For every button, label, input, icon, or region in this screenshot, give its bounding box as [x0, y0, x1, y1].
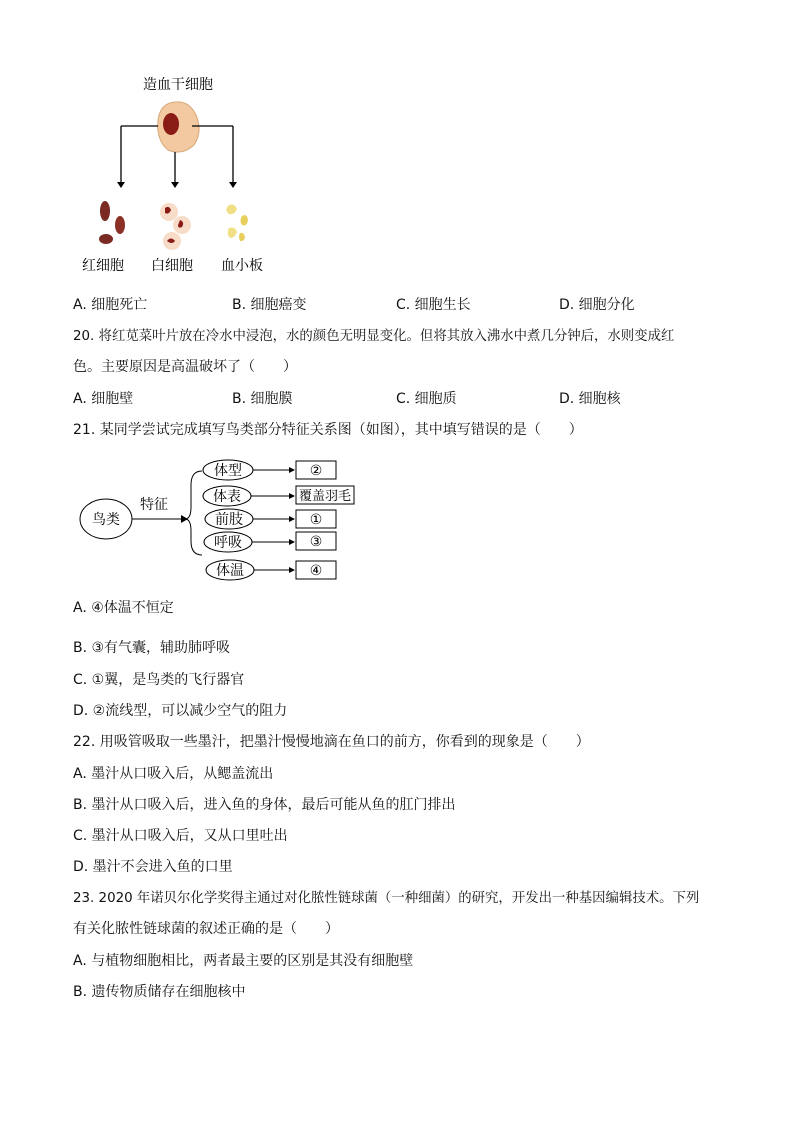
q22-option-a: A. 墨汁从口吸入后，从鳃盖流出: [73, 766, 274, 782]
edge-label: 特征: [140, 497, 168, 513]
white-cell-label: 白细胞: [151, 258, 193, 274]
svg-text:①: ①: [309, 512, 323, 528]
q21-option-b: B. ③有气囊，辅助肺呼吸: [73, 640, 231, 656]
arrow-platelet: [229, 182, 237, 188]
q21-stem: 21. 某同学尝试完成填写鸟类部分特征关系图（如图），其中填写错误的是（ ）: [73, 422, 583, 438]
q22-option-c: C. 墨汁从口吸入后，又从口里吐出: [73, 828, 288, 844]
q22-option-d: D. 墨汁不会进入鱼的口里: [73, 859, 233, 875]
platelet-label: 血小板: [221, 258, 263, 274]
q19-option-c: C. 细胞生长: [396, 297, 471, 313]
stem-cell-figure: [70, 70, 290, 280]
bird-feature-svg: [75, 455, 365, 585]
q22-stem: 22. 用吸管吸取一些墨汁，把墨汁慢慢地滴在鱼口的前方，你看到的现象是（ ）: [73, 734, 590, 750]
stem-cell-image: [158, 102, 199, 152]
svg-text:呼吸: 呼吸: [214, 535, 242, 551]
feature-row-body-surface: [203, 486, 354, 506]
q20-option-c: C. 细胞质: [396, 391, 457, 407]
q19-option-a: A. 细胞死亡: [73, 297, 148, 313]
svg-text:④: ④: [309, 563, 323, 579]
bird-feature-diagram: [75, 455, 365, 585]
q22-option-b: B. 墨汁从口吸入后，进入鱼的身体，最后可能从鱼的肛门排出: [73, 797, 456, 813]
svg-text:③: ③: [309, 534, 323, 550]
q20-stem-line2: 色。主要原因是高温破坏了（ ）: [73, 359, 297, 375]
q20-option-a: A. 细胞壁: [73, 391, 134, 407]
red-cell-label: 红细胞: [82, 258, 124, 274]
arrow-white-cell: [171, 182, 179, 188]
stem-cell-diagram: [70, 70, 290, 280]
white-blood-cells-image: [160, 203, 191, 250]
root-label: 鸟类: [92, 512, 120, 528]
svg-text:前肢: 前肢: [215, 512, 243, 528]
svg-text:体温: 体温: [216, 563, 244, 579]
feature-row-body-temperature: [206, 560, 336, 580]
feature-row-body-shape: [203, 460, 336, 480]
q21-option-d: D. ②流线型，可以减少空气的阻力: [73, 703, 288, 719]
svg-text:②: ②: [309, 463, 323, 479]
svg-text:覆盖羽毛: 覆盖羽毛: [298, 489, 352, 504]
q23-stem-line1: 23. 2020 年诺贝尔化学奖得主通过对化脓性链球菌（一种细菌）的研究，开发出一种基因编辑技术。下列: [73, 891, 700, 906]
red-blood-cells-image: [99, 201, 125, 244]
q23-option-b: B. 遗传物质储存在细胞核中: [73, 984, 246, 1000]
q21-option-c: C. ①翼，是鸟类的飞行器官: [73, 672, 245, 688]
feature-row-forelimb: [205, 509, 336, 529]
q19-option-d: D. 细胞分化: [559, 297, 635, 313]
svg-text:体型: 体型: [214, 463, 242, 479]
platelets-image: [226, 204, 248, 241]
svg-text:体表: 体表: [213, 489, 241, 505]
feature-row-respiration: [204, 532, 336, 552]
feature-brace: [185, 471, 202, 555]
q21-option-a: A. ④体温不恒定: [73, 600, 174, 616]
q19-option-b: B. 细胞癌变: [232, 297, 307, 313]
q23-stem-line2: 有关化脓性链球菌的叙述正确的是（ ）: [73, 921, 339, 937]
stem-cell-label: 造血干细胞: [143, 77, 213, 93]
q20-option-d: D. 细胞核: [559, 391, 621, 407]
arrow-red-cell: [117, 182, 125, 188]
q20-stem-line1: 20. 将红苋菜叶片放在冷水中浸泡，水的颜色无明显变化。但将其放入沸水中煮几分钟后，水则变成红: [73, 329, 675, 344]
q20-option-b: B. 细胞膜: [232, 391, 293, 407]
q23-option-a: A. 与植物细胞相比，两者最主要的区别是其没有细胞壁: [73, 953, 414, 969]
